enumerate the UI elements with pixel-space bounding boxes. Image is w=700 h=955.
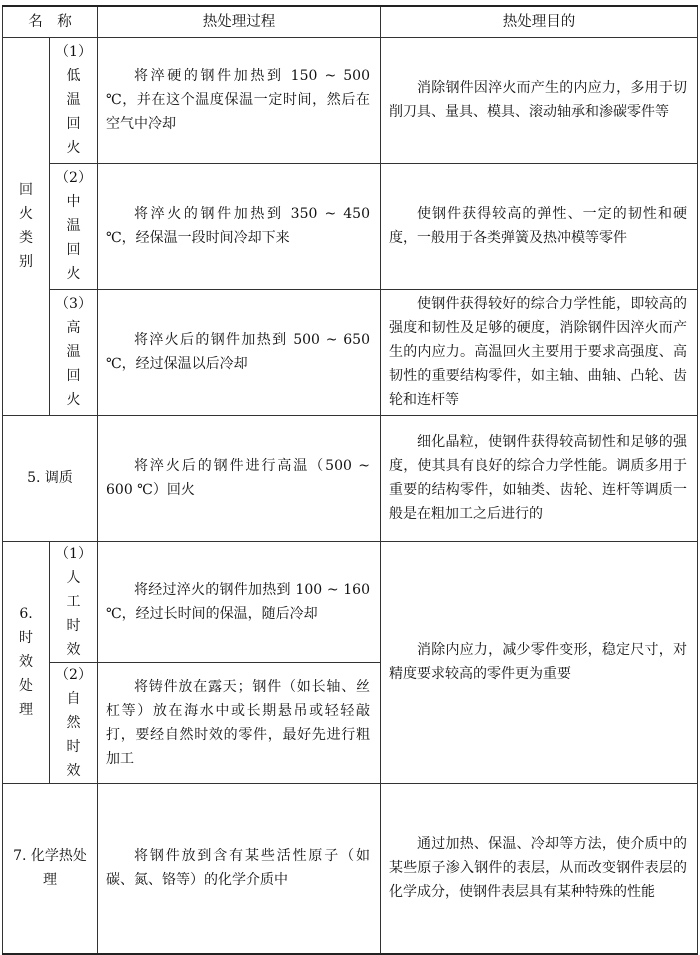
table-row-low-temp-tempering — [3, 37, 698, 163]
tempering-sub-name-1: 低温回火 — [66, 68, 81, 156]
heat-treatment-table — [2, 5, 698, 955]
chemical-process: 将钢件放到含有某些活性原子（如碳、氮、铬等）的化学介质中 — [98, 783, 381, 954]
tempering-purpose-1: 消除钢件因淬火而产生的内应力，多用于切削刀具、量具、模具、滚动轴承和渗碳零件等 — [381, 37, 698, 163]
aging-category-cell — [3, 541, 50, 783]
quench-temper-purpose: 细化晶粒，使钢件获得较高韧性和足够的强度，使其具有良好的综合力学性能。调质多用于重要的结构零件，如轴类、齿轮、连杆等调质一般是在粗加工之后进行的 — [381, 415, 698, 541]
tempering-sub-cell-3 — [50, 289, 98, 415]
aging-sub-num-2: （2） — [55, 666, 92, 683]
aging-process-1: 将经过淬火的钢件加热到 100 ~ 160 ℃，经过长时间的保温，随后冷却 — [98, 541, 381, 662]
tempering-sub-cell-2 — [50, 163, 98, 289]
tempering-category-label: 回火类别 — [19, 182, 33, 270]
aging-sub-cell-1 — [50, 541, 98, 662]
aging-purpose: 消除内应力，减少零件变形，稳定尺寸，对精度要求较高的零件更为重要 — [381, 541, 698, 783]
aging-sub-cell-2 — [50, 662, 98, 783]
table-row-mid-temp-tempering — [3, 163, 698, 289]
tempering-purpose-2: 使钢件获得较高的弹性、一定的韧性和硬度，一般用于各类弹簧及热冲模等零件 — [381, 163, 698, 289]
quench-temper-process: 将淬火后的钢件进行高温（500 ~ 600 ℃）回火 — [98, 415, 381, 541]
aging-process-2: 将铸件放在露天；钢件（如长轴、丝杠等）放在海水中或长期悬吊或轻轻敲打，要经自然时效的零件，最好先进行粗加工 — [98, 662, 381, 783]
aging-sub-name-2: 自然时效 — [66, 690, 81, 779]
table-row-quench-temper — [3, 415, 698, 541]
tempering-purpose-3: 使钢件获得较好的综合力学性能，即较高的强度和韧性及足够的硬度，消除钢件因淬火而产生的内应力。高温回火主要用于要求高强度、高韧性的重要结构零件，如主轴、曲轴、凸轮、齿轮和连杆等 — [381, 289, 698, 415]
tempering-sub-num-2: （2） — [55, 170, 92, 186]
quench-temper-label: 5. 调质 — [3, 415, 98, 541]
tempering-sub-cell-1 — [50, 37, 98, 163]
header-purpose: 热处理目的 — [381, 6, 698, 37]
tempering-sub-num-3: （3） — [55, 296, 92, 312]
tempering-sub-name-3: 高温回火 — [66, 320, 81, 408]
header-name: 名 称 — [3, 6, 98, 37]
tempering-category-cell — [3, 37, 50, 415]
table-row-artificial-aging — [3, 541, 698, 662]
table-row-high-temp-tempering — [3, 289, 698, 415]
aging-category-label: 时效处理 — [19, 630, 33, 718]
table-row-chemical-heat-treatment — [3, 783, 698, 954]
aging-sub-name-1: 人工时效 — [66, 569, 81, 658]
aging-sub-num-1: （1） — [55, 545, 92, 562]
tempering-process-2: 将淬火的钢件加热到 350 ~ 450 ℃，经保温一段时间冷却下来 — [98, 163, 381, 289]
header-row — [3, 6, 698, 37]
tempering-sub-num-1: （1） — [55, 44, 92, 60]
chemical-label: 7. 化学热处理 — [3, 783, 98, 954]
aging-category-num: 6. — [19, 606, 33, 622]
header-process: 热处理过程 — [98, 6, 381, 37]
chemical-purpose: 通过加热、保温、冷却等方法，使介质中的某些原子渗入钢件的表层，从而改变钢件表层的化学成分，使钢件表层具有某种特殊的性能 — [381, 783, 698, 954]
tempering-process-3: 将淬火后的钢件加热到 500 ~ 650 ℃，经过保温以后冷却 — [98, 289, 381, 415]
tempering-sub-name-2: 中温回火 — [66, 194, 81, 282]
tempering-process-1: 将淬硬的钢件加热到 150 ~ 500 ℃，并在这个温度保温一定时间，然后在空气中冷却 — [98, 37, 381, 163]
